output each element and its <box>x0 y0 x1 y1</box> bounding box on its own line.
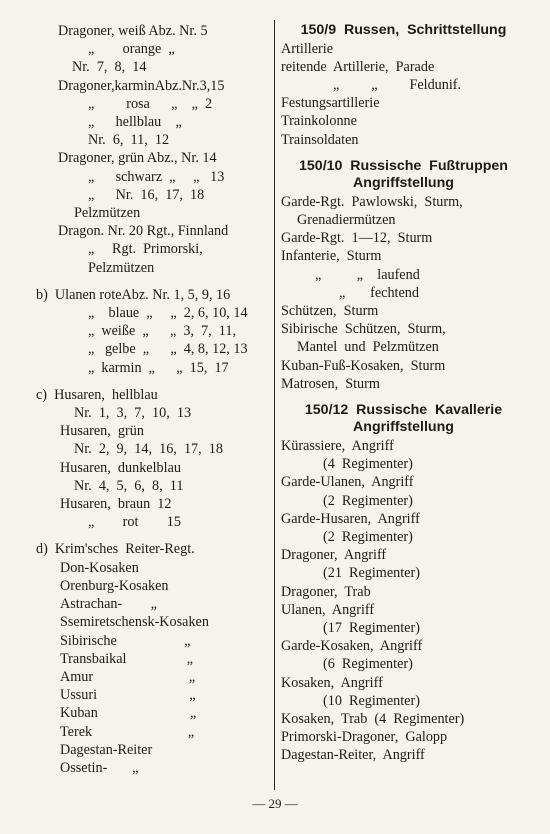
section-heading: 150/10 Russische Fußtruppen Angriffstellung <box>299 157 508 192</box>
left-list-line: Nr. 6, 11, 12 <box>88 132 170 149</box>
column-divider <box>274 20 275 790</box>
page-number: — 29 — <box>252 796 298 811</box>
left-list-line: Astrachan- „ <box>60 596 157 613</box>
left-list-line: Orenburg-Kosaken <box>60 577 169 594</box>
right-list-line: Festungsartillerie <box>281 95 380 112</box>
left-list-line: Nr. 4, 5, 6, 8, 11 <box>74 477 184 494</box>
left-list-line: „ schwarz „ „ 13 <box>88 168 225 185</box>
right-list-line: reitende Artillerie, Parade <box>281 58 435 75</box>
section-gap <box>36 531 272 540</box>
right-list-line: Garde-Rgt. 1—12, Sturm <box>281 230 433 247</box>
left-list-line: Don-Kosaken <box>60 559 139 576</box>
right-list-line: Infanterie, Sturm <box>281 248 382 265</box>
left-list-line: Terek „ <box>60 723 195 740</box>
left-list-line: Ossetin- „ <box>60 759 139 776</box>
right-list-line: Garde-Rgt. Pawlowski, Sturm, <box>281 193 463 210</box>
left-list-line: Nr. 1, 3, 7, 10, 13 <box>74 405 192 422</box>
section-gap <box>36 377 272 386</box>
right-list-line: „ „ laufend <box>315 266 420 283</box>
right-list-line: Garde-Ulanen, Angriff <box>281 474 414 491</box>
left-list-line: Sibirische „ <box>60 632 191 649</box>
section-gap <box>36 277 272 286</box>
left-list-line: Pelzmützen <box>88 259 155 276</box>
left-list-line: Husaren, braun 12 <box>60 496 172 513</box>
left-list-line: Dragoner, weiß Abz. Nr. 5 <box>58 23 208 39</box>
left-list-line: „ rosa „ „ 2 <box>88 95 213 112</box>
right-list-line: Sibirische Schützen, Sturm, <box>281 321 446 338</box>
left-list-line: „ blaue „ „ 2, 6, 10, 14 <box>88 305 248 322</box>
left-list-line: Pelzmützen <box>74 205 141 222</box>
left-list-line: Dragoner,karminAbz.Nr.3,15 <box>58 77 225 94</box>
left-list-line: Amur „ <box>60 668 196 685</box>
left-list-line: Ssemiretschensk-Kosaken <box>60 614 209 631</box>
left-list-line: „ karmin „ „ 15, 17 <box>88 359 229 376</box>
right-list-line: (21 Regimenter) <box>323 565 420 582</box>
right-list-line: (6 Regimenter) <box>323 656 413 673</box>
left-list-line: „ hellblau „ <box>88 114 182 131</box>
left-list-line: „ Nr. 16, 17, 18 <box>88 186 205 203</box>
left-list-line: d) Krim'sches Reiter-Regt. <box>36 541 195 558</box>
right-list-line: Kosaken, Angriff <box>281 674 383 691</box>
left-list-line: Dragon. Nr. 20 Rgt., Finnland <box>58 223 229 240</box>
left-list-line: Nr. 2, 9, 14, 16, 17, 18 <box>74 441 223 458</box>
section-gap <box>281 393 526 402</box>
left-list-line: Husaren, dunkelblau <box>60 459 181 476</box>
section-heading: 150/9 Russen, Schrittstellung <box>300 22 507 38</box>
left-list-line: „ orange „ <box>88 41 175 58</box>
section-gap <box>281 149 526 158</box>
right-list-line: Grenadiermützen <box>297 211 396 228</box>
right-list-line: Schützen, Sturm <box>281 302 379 319</box>
right-list-line: Primorski-Dragoner, Galopp <box>281 729 448 746</box>
right-list-line: (17 Regimenter) <box>323 619 420 636</box>
right-list-line: Dagestan-Reiter, Angriff <box>281 747 425 764</box>
right-column <box>281 22 526 765</box>
left-list-line: Dragoner, grün Abz., Nr. 14 <box>58 150 217 167</box>
left-list-line: c) Husaren, hellblau <box>36 386 158 403</box>
section-heading: 150/12 Russische Kavallerie Angriffstellung <box>304 401 503 436</box>
left-list-line: Nr. 7, 8, 14 <box>72 59 147 76</box>
right-list-line: (2 Regimenter) <box>323 528 413 545</box>
left-list-line: Dagestan-Reiter <box>60 741 153 758</box>
left-list-line: „ rot 15 <box>88 514 181 531</box>
right-list-line: (2 Regimenter) <box>323 492 413 509</box>
right-list-line: Kuban-Fuß-Kosaken, Sturm <box>281 357 446 374</box>
right-list-line: Garde-Kosaken, Angriff <box>281 638 423 655</box>
right-list-line: Matrosen, Sturm <box>281 375 380 392</box>
left-column <box>36 22 272 777</box>
right-list-line: „ „ Feldunif. <box>333 76 462 93</box>
right-list-line: Trainkolonne <box>281 113 357 130</box>
right-list-line: Garde-Husaren, Angriff <box>281 510 420 527</box>
right-list-line: (10 Regimenter) <box>323 692 420 709</box>
right-list-line: Artillerie <box>281 40 333 57</box>
left-list-line: „ Rgt. Primorski, <box>88 241 203 258</box>
left-list-line: Transbaikal „ <box>60 650 194 667</box>
left-list-line: Ussuri „ <box>60 687 196 704</box>
right-list-line: Dragoner, Angriff <box>281 547 387 564</box>
right-list-line: Trainsoldaten <box>281 131 359 148</box>
right-list-line: Dragoner, Trab <box>281 583 371 600</box>
right-list-line: Kosaken, Trab (4 Regimenter) <box>281 711 465 727</box>
left-list-line: „ gelbe „ „ 4, 8, 12, 13 <box>88 341 248 358</box>
right-list-line: Kürassiere, Angriff <box>281 437 394 454</box>
right-list-line: Ulanen, Angriff <box>281 601 375 618</box>
right-list-line: „ fechtend <box>339 284 419 301</box>
left-list-line: b) Ulanen roteAbz. Nr. 1, 5, 9, 16 <box>36 286 231 303</box>
left-list-line: Husaren, grün <box>60 423 144 440</box>
right-list-line: (4 Regimenter) <box>323 456 413 473</box>
left-list-line: Kuban „ <box>60 705 197 722</box>
left-list-line: „ weiße „ „ 3, 7, 11, <box>88 323 237 340</box>
right-list-line: Mantel und Pelzmützen <box>297 339 439 356</box>
